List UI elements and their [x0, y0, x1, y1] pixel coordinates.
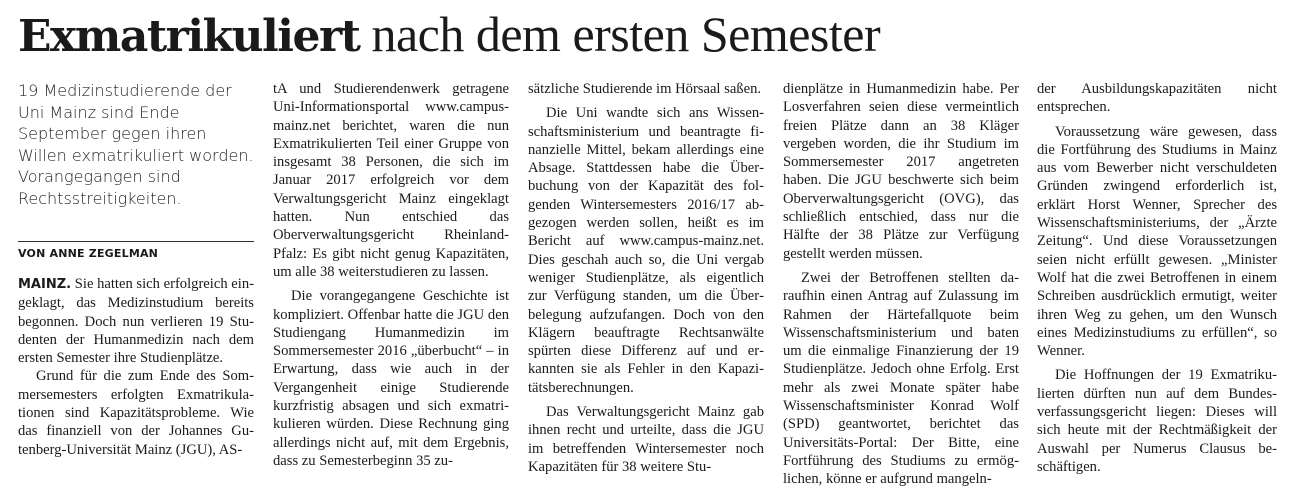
- article-paragraph: Die vorangegangene Geschichte ist kompliziert. Offenbar hatte die JGU den Studiengang Humanmedizin im Sommersemester 2016 „überbucht“ – in Erwartung, dass wie auch in der Vergangenheit einige Studierende kurzfristig absagen und sich exmatrikulieren würden. Diese Rechnung ging allerdings nicht auf, mit dem Ergebnis, dass zu Semesterbeginn 35 zu-: [273, 288, 509, 469]
- headline-bold: Exmatrikuliert: [18, 11, 360, 62]
- article-paragraph: dienplätze in Humanmedizin habe. Per Losverfahren seien diese vermeintlich freien Plätze dann an 38 Kläger vergeben worden, die ihr Studium im Sommersemester 2017 angetreten haben. Die JGU beschwerte sich beim Oberverwaltungsgericht (OVG), das schließlich entschied, dass nur die Hälfte der 38 Plätze zur Verfügung gestellt werden müssen.: [783, 81, 1019, 262]
- article-column-5: [1037, 80, 1277, 476]
- article-paragraph: Die Hoffnungen der 19 Exmatrikulierten dürften nun auf dem Bundesverfassungsgericht liegen: Dieses will sich heute mit der Rechtmäßigkeit der Auswahl per Numerus Clausus beschäftigen.: [1037, 367, 1277, 475]
- article-paragraph: sätzliche Studierende im Hörsaal saßen.: [528, 81, 762, 97]
- headline-light: nach dem ersten Semester: [359, 6, 881, 62]
- lead-paragraph: 19 Medizinstudierende der Uni Mainz sind Ende September gegen ihren Willen exmatrikuliert worden. Vorangegangen sind Rechtsstreitigkeiten.: [18, 81, 254, 208]
- article-paragraph: Grund für die zum Ende des Sommersemesters erfolgten Exmatrikulationen sind Kapazitätsprobleme. Wie das finanziell von der Johannes Gutenberg-Universität Mainz (JGU), AS-: [18, 368, 254, 458]
- article-paragraph: tA und Studierendenwerk getragene Uni-Informationsportal www.campus-mainz.net berichtet, waren die nun Exmatrikulierten Teil einer Gruppe von insgesamt 38 Personen, die sich im Januar 2017 erfolgreich vor dem Verwaltungsgericht Mainz eingeklagt hatten. Nun entschied das Oberverwaltungsgericht Rheinland-Pfalz: Es gibt nicht genug Kapazitäten, um alle 38 weiterstudieren zu lassen.: [273, 81, 509, 280]
- article-column-4: [783, 80, 1019, 489]
- article-column-2: [273, 80, 509, 470]
- dateline: MAINZ.: [18, 277, 72, 292]
- article-paragraph: der Ausbildungskapazitäten nicht entsprechen.: [1037, 81, 1277, 116]
- article-paragraph: Zwei der Betroffenen stellten daraufhin einen Antrag auf Zulassung im Rahmen der Härtefallquote beim Wissenschaftsministerium und baten um die einmalige Finanzierung der 19 Studienplätze. Jedoch ohne Erfolg. Erst mehr als zwei Monate später habe Wissenschaftsminister Konrad Wolf (SPD) geantwortet, berichtet das Universitäts-Portal: Der Bitte, eine Fortführung des Studiums zu ermöglichen, könne er aufgrund mangeln-: [783, 269, 1019, 488]
- article-paragraph: Voraussetzung wäre gewesen, dass die Fortführung des Studiums in Mainz aus vom Bewerber nicht verschuldeten Gründen zwingend erforderlich ist, erklärt Horst Wenner, Sprecher des Wissenschaftsministeriums, der „Ärzte Zeitung“. Und diese Voraussetzungen seien nicht erfüllt gewesen. „Minister Wolf hat die zwei Betroffenen in einem Schreiben ausdrücklich ermutigt, weiter ihren Weg zu gehen, um den Wunsch eines Medizinstudiums zu erfüllen“, so Wenner.: [1037, 123, 1277, 360]
- byline: VON ANNE ZEGELMAN: [18, 247, 159, 260]
- article-paragraph: Das Verwaltungsgericht Mainz gab ihnen recht und urteilte, dass die JGU im betreffenden Wintersemester noch Kapazitäten für 38 weitere Stu-: [528, 404, 764, 475]
- paragraph-text: Sie hatten sich erfolgreich eingeklagt, das Medizinstudium bereits begonnen. Doch nun verlieren 19 Studenten der Humanmedizin nach dem ersten Semester ihre Studienplätze.: [18, 276, 254, 367]
- headline: [18, 6, 880, 65]
- article-column-1: [18, 275, 254, 459]
- byline-divider: [18, 241, 254, 242]
- article-column-3: [528, 80, 764, 476]
- article-paragraph: Die Uni wandte sich ans Wissenschaftsministerium und beantragte finanzielle Mittel, bekam allerdings eine Absage. Stattdessen habe die Überbuchung von der Kapazität des folgenden Wintersemesters 2016/17 abgezogen werden sollen, heißt es im Bericht auf www.campus-mainz.net. Dies geschah auch so, die Uni vergab weniger Studienplätze, als eigentlich zur Verfügung standen, um die Überbelegung aufzufangen. Doch von den Klägern beauftragte Rechtsanwälte spürten diese Differenz auf und erkannten sie als Fehler in den Kapazitätsberechnungen.: [528, 105, 764, 396]
- article-paragraph: [18, 275, 254, 367]
